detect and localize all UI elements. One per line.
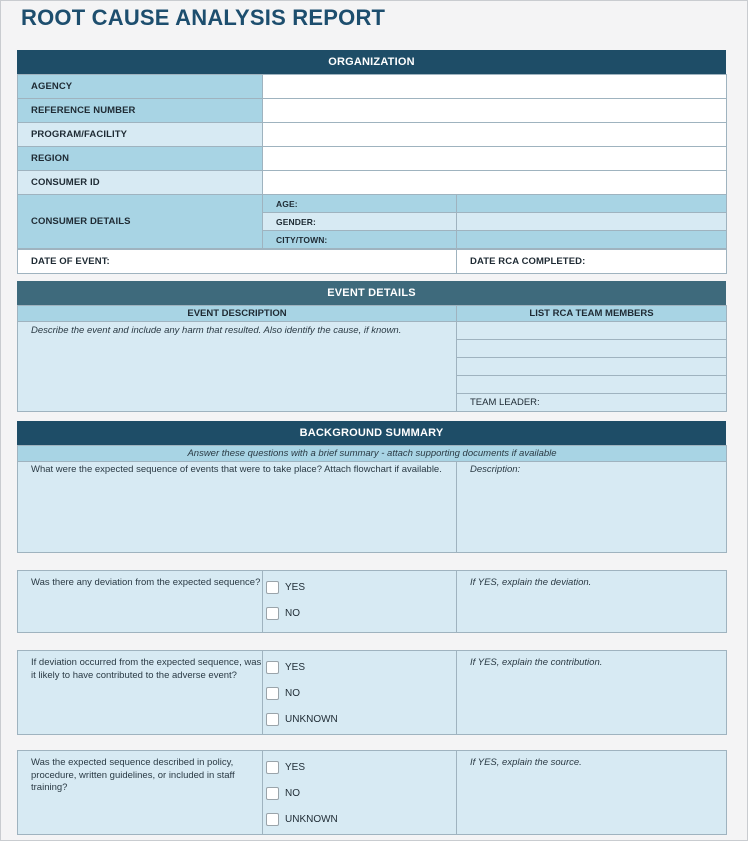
contribution-explain-input[interactable]: If YES, explain the contribution. <box>457 651 727 735</box>
deviation-yes-option[interactable] <box>266 575 456 601</box>
date-rca-completed-field[interactable]: DATE RCA COMPLETED: <box>457 250 727 274</box>
checkbox-icon[interactable] <box>266 661 279 674</box>
event-details-header: EVENT DETAILS <box>17 281 726 305</box>
event-details-section <box>17 281 726 412</box>
team-member-row[interactable] <box>457 322 727 340</box>
team-member-row[interactable] <box>457 340 727 358</box>
consumer-id-label: CONSUMER ID <box>18 171 263 195</box>
contribution-question: If deviation occurred from the expected sequence, was it likely to have contributed to the adverse event? <box>18 651 263 735</box>
checkbox-icon[interactable] <box>266 761 279 774</box>
deviation-no-option[interactable] <box>266 601 456 627</box>
checkbox-icon[interactable] <box>266 713 279 726</box>
option-label: UNKNOWN <box>285 714 338 725</box>
option-label: NO <box>285 608 300 619</box>
source-yes-option[interactable] <box>266 755 456 781</box>
background-instructions: Answer these questions with a brief summary - attach supporting documents if available <box>18 446 727 462</box>
gender-label: GENDER: <box>263 213 457 231</box>
event-description-header: EVENT DESCRIPTION <box>18 306 457 322</box>
organization-section <box>17 50 726 274</box>
source-no-option[interactable] <box>266 781 456 807</box>
agency-input[interactable] <box>263 75 727 99</box>
dates-table <box>17 249 727 274</box>
organization-header: ORGANIZATION <box>17 50 726 74</box>
date-of-event-field[interactable]: DATE OF EVENT: <box>18 250 457 274</box>
event-description-input[interactable]: Describe the event and include any harm that resulted. Also identify the cause, if known. <box>18 322 457 412</box>
reference-number-input[interactable] <box>263 99 727 123</box>
checkbox-icon[interactable] <box>266 687 279 700</box>
option-label: NO <box>285 788 300 799</box>
rca-team-members-header: LIST RCA TEAM MEMBERS <box>457 306 727 322</box>
deviation-question: Was there any deviation from the expected sequence? <box>18 571 263 633</box>
option-label: YES <box>285 762 306 773</box>
event-details-table <box>17 305 727 412</box>
contribution-table <box>17 650 727 735</box>
option-label: YES <box>285 662 306 673</box>
region-label: REGION <box>18 147 263 171</box>
team-member-row[interactable] <box>457 376 727 394</box>
gender-input[interactable] <box>457 213 727 231</box>
deviation-question-block <box>17 570 726 633</box>
contribution-question-block <box>17 650 726 735</box>
consumer-id-input[interactable] <box>263 171 727 195</box>
checkbox-icon[interactable] <box>266 607 279 620</box>
option-label: UNKNOWN <box>285 814 338 825</box>
expected-sequence-input[interactable]: What were the expected sequence of events that were to take place? Attach flowchart if available. <box>18 462 457 553</box>
city-town-input[interactable] <box>457 231 727 249</box>
contribution-yes-option[interactable] <box>266 655 456 681</box>
deviation-explain-input[interactable]: If YES, explain the deviation. <box>457 571 727 633</box>
source-table <box>17 750 727 835</box>
contribution-options <box>263 651 457 735</box>
expected-description-input[interactable]: Description: <box>457 462 727 553</box>
program-facility-input[interactable] <box>263 123 727 147</box>
source-question: Was the expected sequence described in policy, procedure, written guidelines, or included in staff training? <box>18 751 263 835</box>
contribution-no-option[interactable] <box>266 681 456 707</box>
source-explain-input[interactable]: If YES, explain the source. <box>457 751 727 835</box>
team-leader-field[interactable]: TEAM LEADER: <box>457 394 727 412</box>
background-summary-table <box>17 445 727 553</box>
option-label: NO <box>285 688 300 699</box>
background-summary-header: BACKGROUND SUMMARY <box>17 421 726 445</box>
source-options <box>263 751 457 835</box>
city-town-label: CITY/TOWN: <box>263 231 457 249</box>
checkbox-icon[interactable] <box>266 581 279 594</box>
option-label: YES <box>285 582 306 593</box>
organization-table <box>17 74 727 249</box>
team-member-row[interactable] <box>457 358 727 376</box>
age-input[interactable] <box>457 195 727 213</box>
age-label: AGE: <box>263 195 457 213</box>
background-summary-section <box>17 421 726 553</box>
checkbox-icon[interactable] <box>266 813 279 826</box>
deviation-table <box>17 570 727 633</box>
source-question-block <box>17 750 726 835</box>
region-input[interactable] <box>263 147 727 171</box>
reference-number-label: REFERENCE NUMBER <box>18 99 263 123</box>
consumer-details-label: CONSUMER DETAILS <box>18 195 263 249</box>
checkbox-icon[interactable] <box>266 787 279 800</box>
program-facility-label: PROGRAM/FACILITY <box>18 123 263 147</box>
page-title: ROOT CAUSE ANALYSIS REPORT <box>21 5 386 30</box>
agency-label: AGENCY <box>18 75 263 99</box>
source-unknown-option[interactable] <box>266 807 456 833</box>
contribution-unknown-option[interactable] <box>266 707 456 733</box>
deviation-options <box>263 571 457 633</box>
